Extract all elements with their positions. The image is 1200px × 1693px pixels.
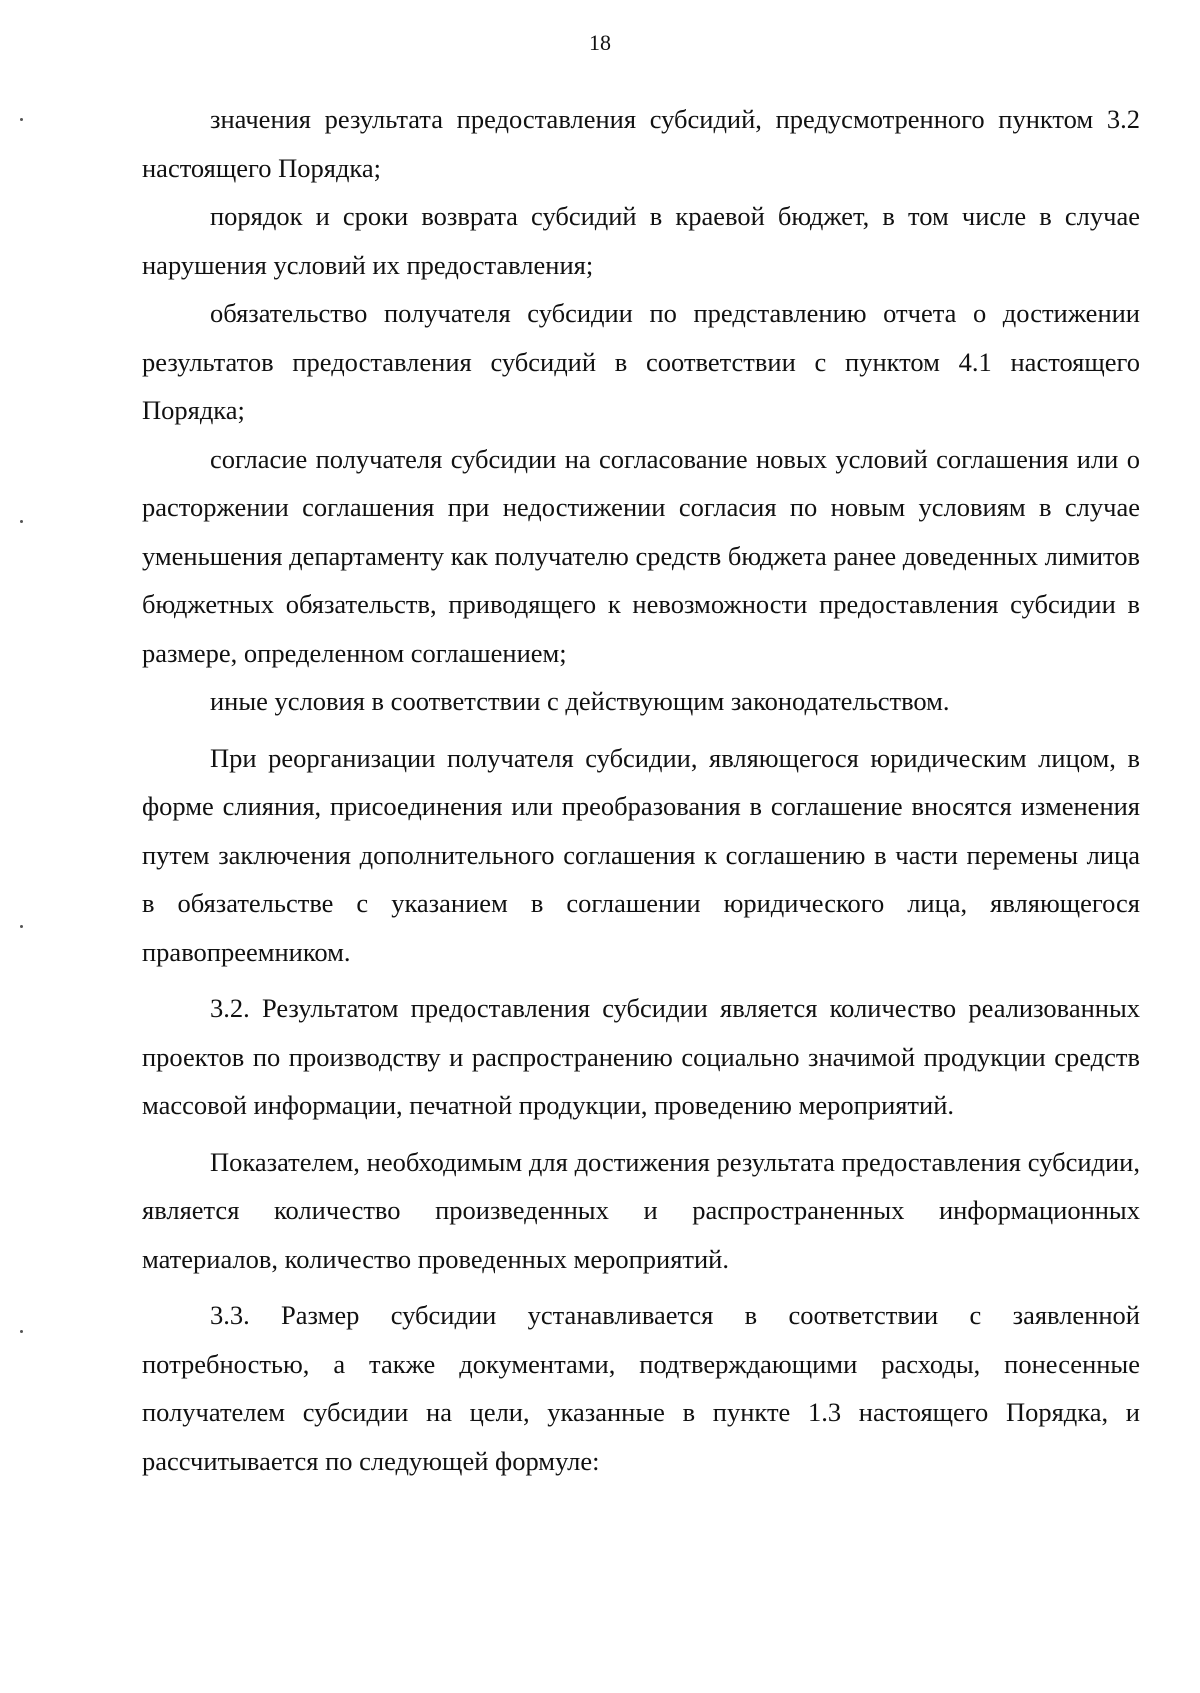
- scan-margin-mark: [20, 520, 23, 523]
- paragraph-return-procedure: порядок и сроки возврата субсидий в краевой бюджет, в том числе в случае нарушения условий их предоставления;: [142, 201, 1140, 280]
- paragraph-consent-new-conditions: согласие получателя субсидии на согласование новых условий соглашения или о расторжении соглашения при недостижении согласия по новым условиям в случае уменьшения департаменту как получателю средств бюджета ранее доведенных лимитов бюджетных обязательств, приводящего к невозможности предоставления субсидии в размере, определенном соглашением;: [142, 443, 1140, 668]
- paragraph-3-2-result: 3.2. Результатом предоставления субсидии является количество реализованных проектов по производству и распространению социально значимой продукции средств массовой информации, печатной продукции, проведению мероприятий.: [142, 993, 1140, 1120]
- scan-margin-mark: [20, 118, 23, 121]
- paragraph-indicator: Показателем, необходимым для достижения результата предоставления субсидии, является количество произведенных и распространенных информационных материалов, количество проведенных мероприятий.: [142, 1146, 1140, 1274]
- paragraph-report-obligation: обязательство получателя субсидии по представлению отчета о достижении результатов предоставления субсидий в соответствии с пунктом 4.1 настоящего Порядка;: [142, 298, 1140, 425]
- scan-margin-mark: [20, 925, 23, 928]
- paragraph-other-conditions: иные условия в соответствии с действующим законодательством.: [210, 686, 950, 716]
- paragraph-reorganization: При реорганизации получателя субсидии, являющегося юридическим лицом, в форме слияния, присоединения или преобразования в соглашение вносятся изменения путем заключения дополнительного соглашения к соглашению в части перемены лица в обязательстве с указанием в соглашении юридического лица, являющегося правопреемником.: [142, 742, 1140, 967]
- page-number: 18: [589, 30, 611, 55]
- scan-margin-mark: [20, 1330, 23, 1333]
- paragraph-result-values: значения результата предоставления субсидий, предусмотренного пунктом 3.2 настоящего Порядка;: [142, 104, 1140, 183]
- paragraph-3-3-subsidy-size: 3.3. Размер субсидии устанавливается в соответствии с заявленной потребностью, а также документами, подтверждающими расходы, понесенные получателем субсидии на цели, указанные в пункте 1.3 настоящего Порядка, и рассчитывается по следующей формуле:: [142, 1300, 1140, 1476]
- document-body: [142, 95, 1140, 1485]
